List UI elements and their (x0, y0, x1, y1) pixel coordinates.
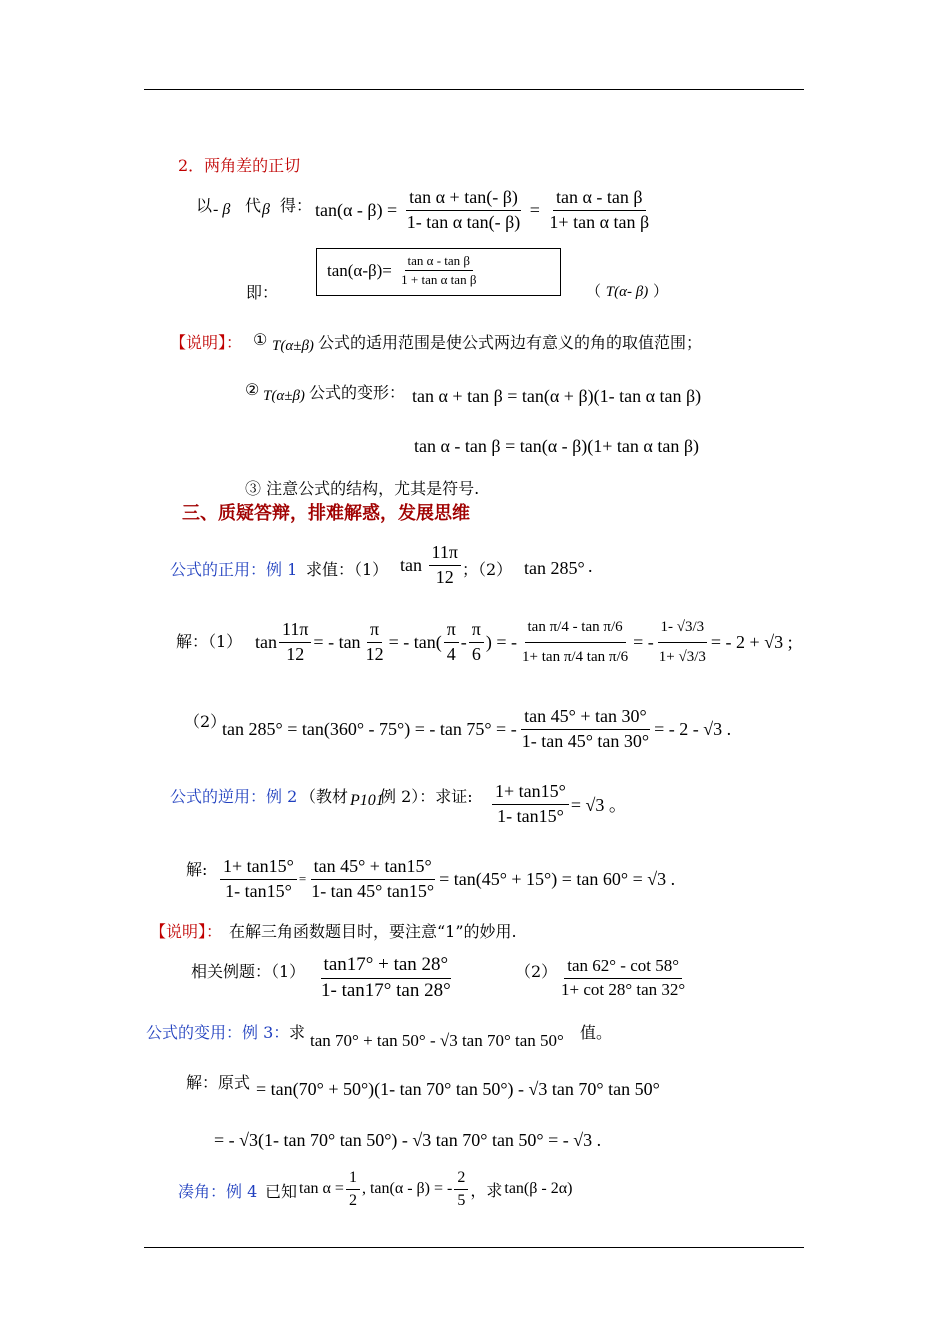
example1-text: 求值：（1） (306, 560, 389, 579)
solution1-formula (255, 600, 793, 684)
note2-formula2: tan α - tan β = tan(α - β)(1+ tan α tan β) (414, 436, 699, 456)
s2-eq: = (298, 871, 307, 886)
example2-label: 公式的逆用：例 2 (170, 787, 298, 806)
s1-f1d: 12 (286, 643, 305, 664)
example3-label: 公式的变用：例 3： (146, 1023, 290, 1042)
ex4-mid: , tan(α - β) = - (361, 1180, 453, 1197)
example1-dot: . (588, 556, 593, 576)
s1-frac4 (469, 620, 484, 665)
note2-label: 【说明】： (150, 922, 223, 941)
example2-p: P101 (350, 792, 384, 809)
solution3-label: 解：原式 (186, 1073, 251, 1092)
box-num: tan α - tan β (405, 254, 474, 271)
beta-sym: β (262, 201, 270, 218)
derivation-frac1 (404, 188, 524, 233)
ji-text: 即： (246, 283, 279, 302)
s1-big-den: 1+ tan π/4 tan π/6 (522, 648, 629, 665)
s1-f1n: 11π (279, 620, 311, 643)
s2-f1d: 1- tan15° (225, 880, 292, 901)
note-label: 【说明】： (170, 333, 243, 352)
s1-frac-r (656, 619, 709, 665)
section-heading: 2．两角差的正切 (178, 156, 301, 175)
related-label2: （2） (515, 962, 558, 981)
s1-frac-big (519, 619, 631, 665)
s1-f2n: π (367, 620, 382, 643)
s2-f2d: 1- tan 45° tan15° (311, 880, 435, 901)
example3-zhi: 值。 (580, 1023, 613, 1042)
related-formula1 (316, 955, 456, 1002)
note2-text-line: 在解三角函数题目时，要注意“1”的妙用. (229, 922, 517, 941)
s1b-result: = - 2 - √3 . (654, 718, 732, 739)
ex4-f1d: 2 (348, 1191, 357, 1209)
ex4-ask: ，求 (470, 1180, 503, 1200)
ex1-frac-num: 11π (429, 543, 461, 566)
s1-step2: = - tan (313, 631, 361, 652)
ex4-frac2 (454, 1169, 468, 1209)
neg-beta-sym: - β (213, 201, 231, 218)
related-formula2 (556, 957, 690, 999)
solution1-label: 解：（1） (176, 632, 243, 651)
s1b-expr: tan 285° = tan(360° - 75°) = - tan 75° = - (222, 718, 517, 739)
note2-sym: T(α±β) (263, 388, 305, 404)
header-rule (144, 89, 804, 90)
example1-sep: ；（2） (462, 560, 513, 579)
section3-heading: 三、质疑答辩，排难解惑，发展思维 (182, 503, 470, 524)
note2-formula1: tan α + tan β = tan(α + β)(1- tan α tan β) (412, 386, 702, 406)
ex4-target: tan(β - 2α) (504, 1180, 573, 1197)
derivation-formula (315, 188, 654, 233)
s1-big-num: tan π/4 - tan π/6 (525, 619, 626, 643)
rel-f1d: 1- tan17° tan 28° (321, 979, 451, 1001)
derivation-frac2 (546, 188, 652, 233)
example1-formula (400, 543, 463, 588)
solution3-line2: = - √3(1- tan 70° tan 50°) - √3 tan 70° tan 50° = - √3 . (214, 1130, 602, 1150)
ex2-rhs: = √3 。 (570, 795, 627, 815)
ex4-f2d: 5 (457, 1191, 466, 1209)
ex4-frac1 (346, 1169, 360, 1209)
note1-mark: ① (253, 330, 268, 349)
note3-text: ③ 注意公式的结构，尤其是符号. (245, 479, 480, 498)
ex1-frac-den: 12 (435, 566, 454, 587)
s1-r-den: 1+ √3/3 (658, 648, 706, 665)
tag-open: （ (586, 282, 602, 300)
box-den: 1 + tan α tan β (401, 272, 477, 288)
s1b-den: 1- tan 45° tan 30° (521, 730, 650, 751)
s1-minus: - (460, 631, 467, 652)
box-lhs: tan(α-β)= (327, 260, 392, 280)
ex2-num: 1+ tan15° (492, 782, 569, 805)
example1-label: 公式的正用：例 1 (170, 560, 298, 579)
example2-formula (490, 780, 627, 828)
s1b-num: tan 45° + tan 30° (521, 707, 650, 730)
tag-close: ） (653, 282, 669, 300)
ex4-f2n: 2 (454, 1169, 468, 1190)
s1-f2d: 12 (365, 643, 384, 664)
derivation-lhs: tan(α - β) = (315, 199, 398, 220)
solution1b-formula (222, 705, 731, 753)
example4-label: 凑角：例 4 (178, 1182, 258, 1201)
s2-f2n: tan 45° + tan15° (311, 857, 435, 880)
frac2-den: 1+ tan α tan β (549, 211, 650, 232)
example3-qiu: 求 (289, 1023, 306, 1042)
s1b-frac (519, 707, 652, 752)
s1-frac2 (363, 620, 387, 665)
rel-frac2 (558, 957, 688, 999)
solution2-formula (218, 855, 675, 903)
solution3-line1: = tan(70° + 50°)(1- tan 70° tan 50°) - √3 tan 70° tan 50° (256, 1079, 660, 1099)
s1-f4n: π (469, 620, 484, 643)
frac2-num: tan α - tan β (553, 188, 646, 211)
derivation-eq: = (529, 199, 540, 220)
s1-frac1 (279, 620, 311, 665)
sub-line-pre: 以 (196, 196, 213, 215)
s1-f3d: 4 (446, 643, 456, 664)
rel-f2d: 1+ cot 28° tan 32° (561, 979, 686, 999)
ex2-den: 1- tan15° (497, 805, 564, 826)
s2-frac1 (220, 857, 297, 902)
s1-step3: = - tan( (388, 631, 442, 652)
ex2-frac (492, 782, 569, 827)
s1-frac3 (444, 620, 459, 665)
s1-f4d: 6 (471, 643, 481, 664)
s1-result: = - 2 + √3 ; (710, 631, 793, 652)
solution2-label: 解: (186, 860, 208, 879)
s1-step5: = - (633, 631, 654, 652)
rel-f1n: tan17° + tan 28° (321, 955, 452, 979)
de-text: 得： (280, 196, 313, 215)
s2-f1n: 1+ tan15° (220, 857, 297, 880)
example3-expr: tan 70° + tan 50° - √3 tan 70° tan 50° (310, 1031, 564, 1050)
rel-f2n: tan 62° - cot 58° (564, 957, 682, 979)
s1-tan: tan (255, 631, 277, 652)
s2-rest: = tan(45° + 15°) = tan 60° = √3 . (439, 868, 676, 889)
frac1-den: 1- tan α tan(- β) (406, 211, 521, 232)
note1-sym: T(α±β) (272, 338, 314, 354)
example4-formula (299, 1166, 572, 1212)
s1-f3n: π (444, 620, 459, 643)
example4-text: 已知 (265, 1182, 298, 1201)
dai-text: 代 (245, 196, 262, 215)
ex1-frac (429, 543, 461, 588)
frac1-num: tan α + tan(- β) (406, 188, 521, 211)
s1-step4: ) = - (485, 631, 518, 652)
footer-rule (144, 1247, 804, 1248)
tag-sym: T(α- β) (605, 284, 649, 300)
s1-r-num: 1- √3/3 (658, 619, 708, 643)
note2-mark: ② (245, 380, 260, 399)
s2-frac2 (308, 857, 437, 902)
note1-text: 公式的适用范围是使公式两边有意义的角的取值范围； (318, 333, 703, 352)
example2-text2: 例 2）：求证: (380, 787, 473, 806)
boxed-formula (327, 254, 481, 288)
formula-tag (586, 280, 668, 301)
ex4-f1n: 1 (346, 1169, 360, 1190)
related-label: 相关例题：（1） (191, 962, 306, 981)
box-frac (398, 254, 479, 288)
solution1b-label: （2） (184, 712, 227, 731)
example1-part2: tan 285° (524, 558, 585, 578)
ex4-tan-a: tan α = (299, 1180, 344, 1197)
ex1-tan: tan (400, 554, 422, 575)
note2-text: 公式的变形： (309, 383, 406, 402)
rel-frac1 (318, 955, 454, 1002)
example2-text: （教材 (300, 787, 349, 806)
